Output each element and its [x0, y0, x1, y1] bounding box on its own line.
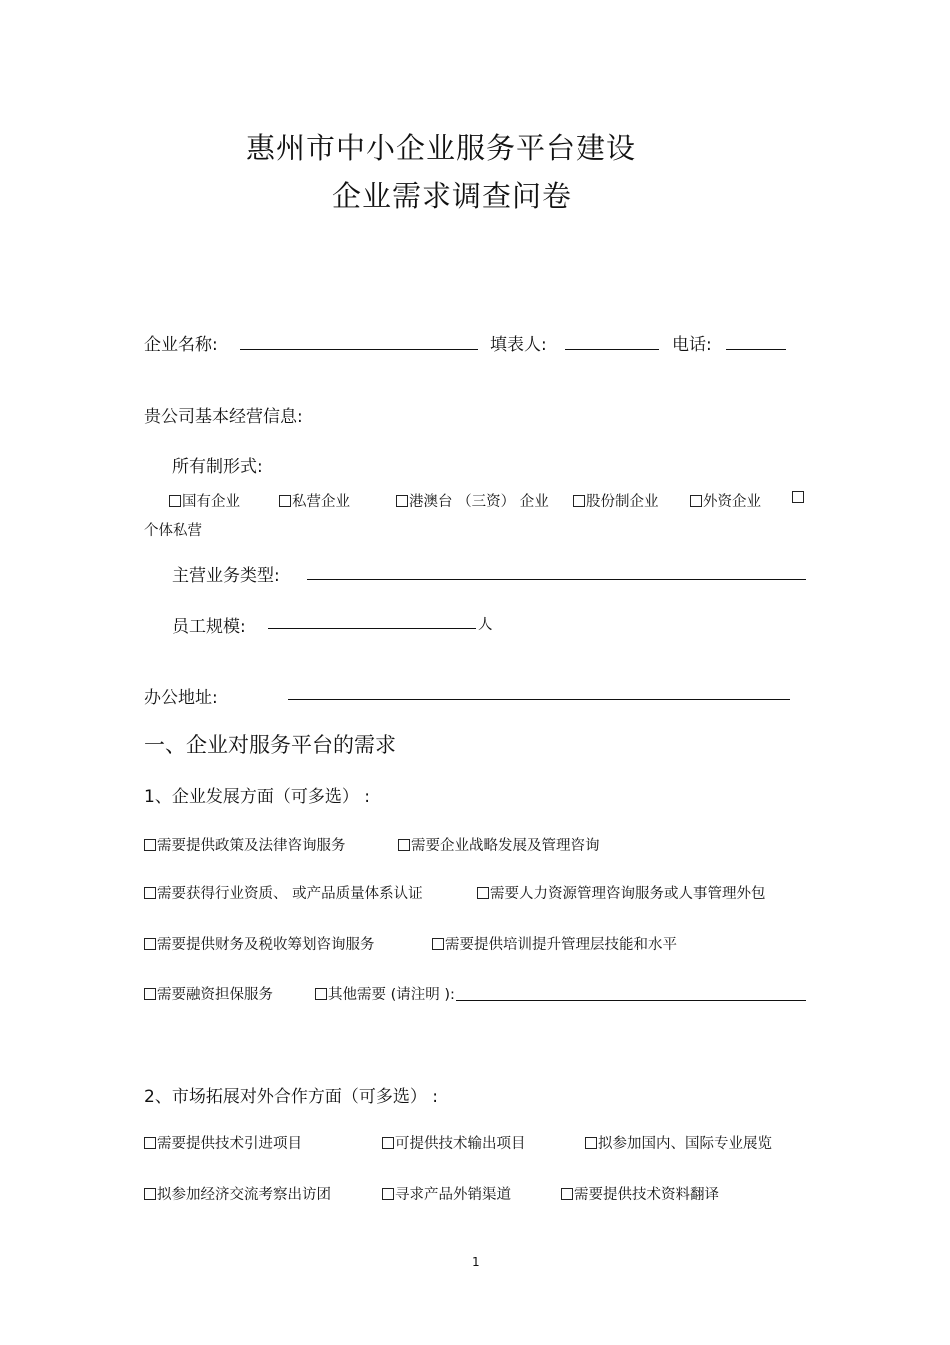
- main-business-label: 主营业务类型:: [172, 566, 280, 586]
- page-number: 1: [472, 1255, 480, 1269]
- title-line-2: 企业需求调查问卷: [332, 179, 573, 213]
- ownership-option-joint-stock[interactable]: [573, 490, 659, 511]
- checkbox-icon[interactable]: [432, 938, 444, 950]
- q1-option-other[interactable]: [315, 983, 455, 1004]
- ownership-option-individual-checkbox[interactable]: [792, 490, 805, 506]
- ownership-option-foreign[interactable]: [690, 490, 761, 511]
- address-field[interactable]: [288, 699, 790, 700]
- q2-option-label: 拟参加国内、国际专业展览: [598, 1136, 772, 1152]
- checkbox-icon[interactable]: [144, 1137, 156, 1149]
- q1-option-label: 需要获得行业资质、 或产品质量体系认证: [157, 886, 423, 902]
- address-label: 办公地址:: [144, 688, 218, 708]
- ownership-label: 所有制形式:: [172, 457, 263, 477]
- q1-option-label: 需要提供政策及法律咨询服务: [157, 838, 346, 854]
- q2-option-label: 需要提供技术引进项目: [157, 1136, 302, 1152]
- ownership-option-private[interactable]: [279, 490, 350, 511]
- q2-option[interactable]: [561, 1183, 719, 1204]
- checkbox-icon[interactable]: [382, 1188, 394, 1200]
- title-line-1: 惠州市中小企业服务平台建设: [246, 131, 637, 165]
- checkbox-icon[interactable]: [144, 887, 156, 899]
- checkbox-icon[interactable]: [398, 839, 410, 851]
- q1-title: 1、企业发展方面（可多选） :: [144, 787, 370, 807]
- ownership-option-label: 股份制企业: [586, 494, 659, 510]
- q2-option[interactable]: [382, 1132, 526, 1153]
- main-business-field[interactable]: [307, 579, 806, 580]
- q1-other-field[interactable]: [456, 1000, 806, 1001]
- q1-option[interactable]: [144, 983, 273, 1004]
- staff-unit: 人: [478, 617, 493, 633]
- q1-option[interactable]: [477, 882, 766, 903]
- q1-option[interactable]: [432, 933, 677, 954]
- q1-option[interactable]: [144, 834, 346, 855]
- checkbox-icon[interactable]: [585, 1137, 597, 1149]
- q2-option-label: 可提供技术输出项目: [395, 1136, 526, 1152]
- staff-label: 员工规模:: [172, 617, 246, 637]
- checkbox-icon[interactable]: [144, 938, 156, 950]
- q1-option-label: 需要提供财务及税收筹划咨询服务: [157, 937, 375, 953]
- q1-option[interactable]: [398, 834, 600, 855]
- q2-option[interactable]: [585, 1132, 772, 1153]
- checkbox-icon[interactable]: [477, 887, 489, 899]
- q1-option[interactable]: [144, 933, 375, 954]
- q1-option-label: 其他需要 (请注明 ):: [328, 987, 455, 1003]
- ownership-option-label: 港澳台 （三资） 企业: [409, 494, 549, 510]
- checkbox-icon[interactable]: [144, 988, 156, 1000]
- checkbox-icon[interactable]: [792, 491, 804, 503]
- q2-option[interactable]: [144, 1183, 331, 1204]
- ownership-option-individual-label: 个体私营: [144, 523, 202, 539]
- phone-field[interactable]: [726, 349, 786, 350]
- q1-option-label: 需要人力资源管理咨询服务或人事管理外包: [490, 886, 766, 902]
- checkbox-icon[interactable]: [315, 988, 327, 1000]
- q1-option-label: 需要企业战略发展及管理咨询: [411, 838, 600, 854]
- ownership-option-label: 外资企业: [703, 494, 761, 510]
- checkbox-icon[interactable]: [144, 839, 156, 851]
- q1-option-label: 需要提供培训提升管理层技能和水平: [445, 937, 677, 953]
- ownership-option-label: 私营企业: [292, 494, 350, 510]
- q2-option-label: 拟参加经济交流考察出访团: [157, 1187, 331, 1203]
- checkbox-icon[interactable]: [144, 1188, 156, 1200]
- q2-option-label: 寻求产品外销渠道: [395, 1187, 511, 1203]
- ownership-option-state[interactable]: [169, 490, 240, 511]
- staff-field[interactable]: [268, 628, 476, 629]
- filler-label: 填表人:: [490, 335, 547, 355]
- checkbox-icon[interactable]: [561, 1188, 573, 1200]
- checkbox-icon[interactable]: [382, 1137, 394, 1149]
- company-name-label: 企业名称:: [144, 335, 218, 355]
- phone-label: 电话:: [672, 335, 712, 355]
- ownership-option-hkmt[interactable]: [396, 490, 549, 511]
- q1-option-label: 需要融资担保服务: [157, 987, 273, 1003]
- checkbox-icon[interactable]: [573, 495, 585, 507]
- checkbox-icon[interactable]: [690, 495, 702, 507]
- ownership-option-label: 国有企业: [182, 494, 240, 510]
- section1-heading: 一、企业对服务平台的需求: [144, 733, 396, 757]
- q1-option[interactable]: [144, 882, 423, 903]
- q2-option[interactable]: [382, 1183, 511, 1204]
- checkbox-icon[interactable]: [169, 495, 181, 507]
- filler-field[interactable]: [565, 349, 659, 350]
- q2-title: 2、市场拓展对外合作方面（可多选） :: [144, 1087, 438, 1107]
- basic-info-heading: 贵公司基本经营信息:: [144, 407, 303, 427]
- checkbox-icon[interactable]: [396, 495, 408, 507]
- q2-option[interactable]: [144, 1132, 302, 1153]
- checkbox-icon[interactable]: [279, 495, 291, 507]
- company-name-field[interactable]: [240, 349, 478, 350]
- q2-option-label: 需要提供技术资料翻译: [574, 1187, 719, 1203]
